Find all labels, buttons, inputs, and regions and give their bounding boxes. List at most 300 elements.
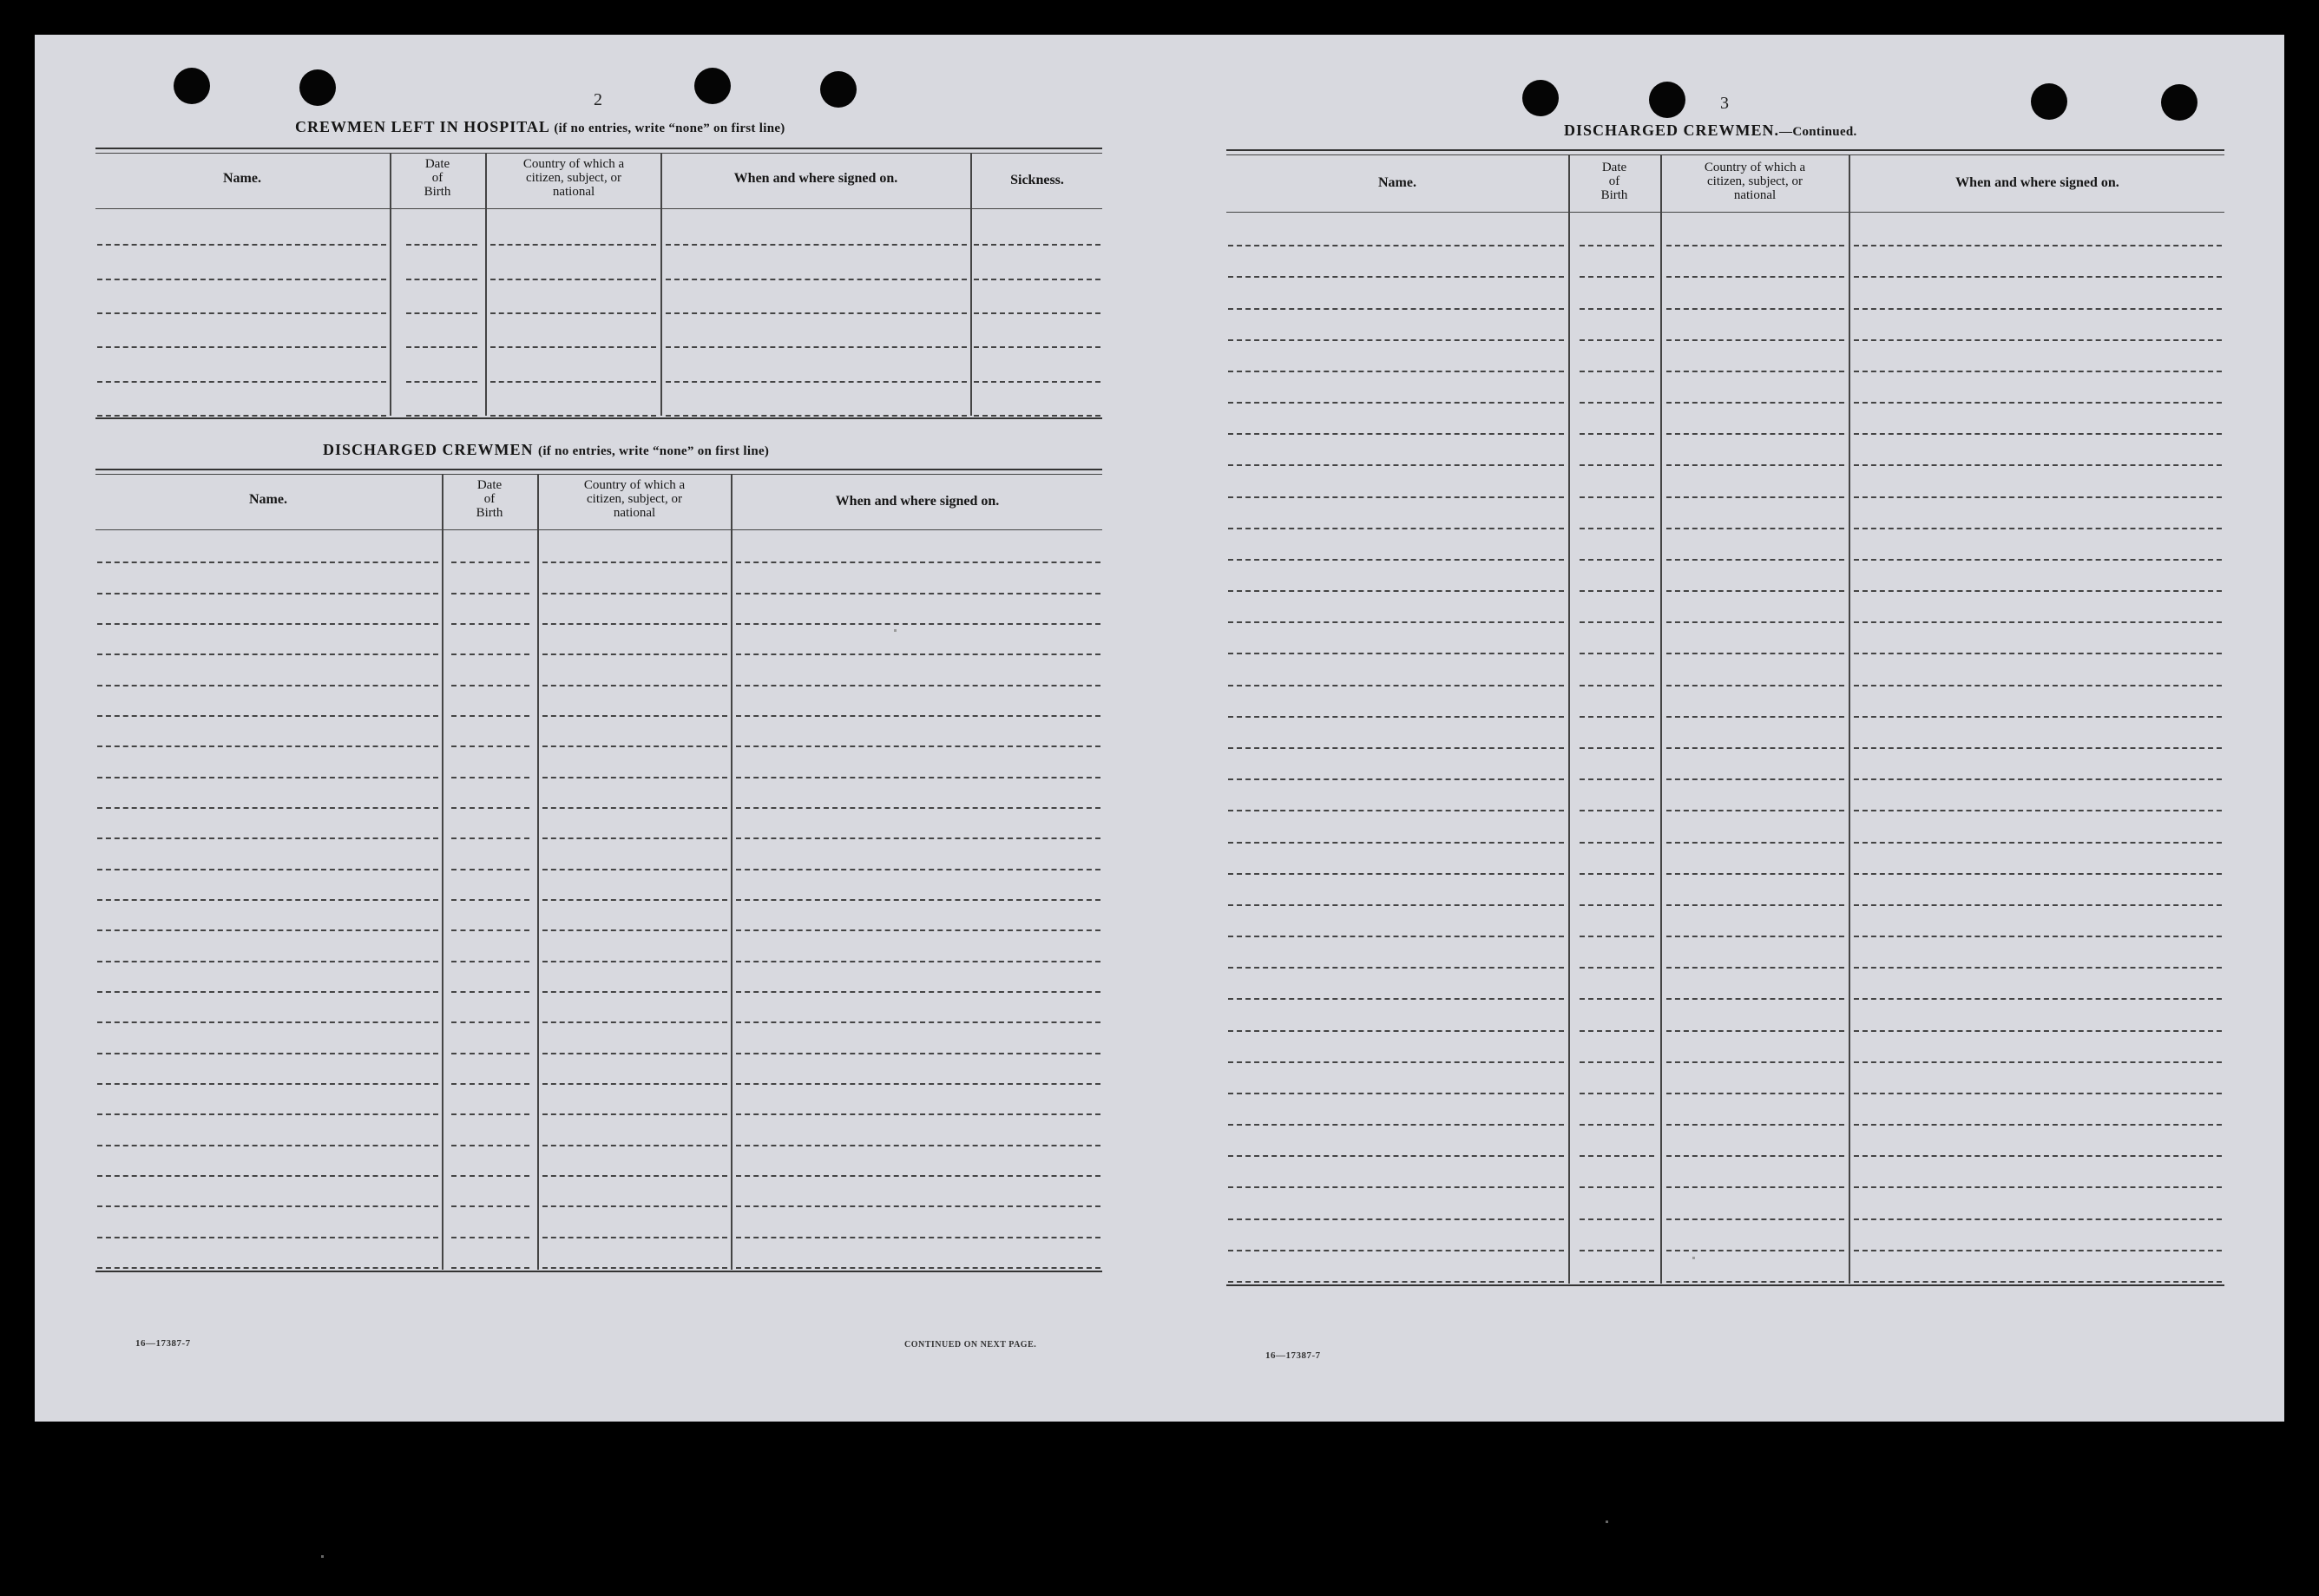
entry-line	[1666, 402, 1844, 404]
entry-line	[1666, 1030, 1844, 1032]
entry-line	[1228, 245, 1564, 246]
entry-line	[1666, 1250, 1844, 1251]
entry-line	[97, 381, 386, 383]
entry-line	[542, 777, 727, 778]
entry-line	[1854, 1061, 2222, 1063]
discharged-bottom-rule	[95, 1271, 1102, 1272]
entry-line	[97, 929, 438, 931]
entry-line	[736, 593, 1100, 594]
entry-line	[451, 1145, 529, 1146]
entry-line	[1666, 496, 1844, 498]
entry-line	[542, 1205, 727, 1207]
entry-line	[1666, 1281, 1844, 1283]
entry-line	[1854, 528, 2222, 529]
entry-line	[406, 381, 477, 383]
hospital-col-divider	[485, 154, 487, 416]
entry-line	[451, 623, 529, 625]
entry-line	[542, 562, 727, 563]
entry-line	[1666, 873, 1844, 875]
entry-line	[1580, 685, 1654, 686]
entry-line	[97, 279, 386, 280]
entry-line	[1228, 967, 1564, 969]
entry-line	[1666, 716, 1844, 718]
entry-line	[1854, 308, 2222, 310]
entry-line	[451, 685, 529, 686]
entry-line	[542, 899, 727, 901]
punch-hole	[820, 71, 857, 108]
entry-line	[1666, 1124, 1844, 1126]
discharged-instruction: (if no entries, write “none” on first line)	[538, 444, 770, 458]
entry-line	[1854, 653, 2222, 654]
entry-line	[1854, 433, 2222, 435]
entry-line	[1854, 873, 2222, 875]
entry-line	[97, 837, 438, 839]
entry-line	[974, 381, 1100, 383]
hospital-header-rule	[95, 208, 1102, 209]
entry-line	[451, 1053, 529, 1054]
entry-line	[451, 745, 529, 747]
entry-line	[1666, 276, 1844, 278]
entry-line	[1580, 1186, 1654, 1188]
entry-line	[451, 562, 529, 563]
entry-line	[1580, 967, 1654, 969]
entry-line	[1228, 621, 1564, 623]
entry-line	[97, 244, 386, 246]
entry-line	[1580, 778, 1654, 780]
entry-line	[1228, 308, 1564, 310]
entry-line	[1580, 402, 1654, 404]
entry-line	[1854, 590, 2222, 592]
entry-line	[736, 991, 1100, 993]
discharged-title-text: DISCHARGED CREWMEN	[323, 441, 534, 458]
discharged-header-rule	[95, 529, 1102, 530]
entry-line	[1854, 936, 2222, 937]
entry-line	[542, 1083, 727, 1085]
entry-line	[542, 654, 727, 655]
entry-line	[1666, 559, 1844, 561]
entry-line	[736, 777, 1100, 778]
entry-line	[1580, 653, 1654, 654]
entry-line	[1228, 1061, 1564, 1063]
entry-line	[1666, 998, 1844, 1000]
right-header-rule	[1226, 212, 2224, 213]
entry-line	[736, 1113, 1100, 1115]
entry-line	[451, 715, 529, 717]
entry-line	[974, 346, 1100, 348]
entry-line	[1228, 559, 1564, 561]
entry-line	[974, 415, 1100, 417]
entry-line	[97, 1113, 438, 1115]
entry-line	[1666, 433, 1844, 435]
entry-line	[542, 991, 727, 993]
entry-line	[1854, 559, 2222, 561]
entry-line	[406, 346, 477, 348]
discharged-country-label: Country of which a citizen, subject, or national	[583, 478, 686, 520]
entry-line	[1666, 842, 1844, 844]
entry-line	[1854, 685, 2222, 686]
entry-line	[736, 1267, 1100, 1269]
right-name-header: Name.	[1378, 175, 1416, 190]
entry-line	[542, 715, 727, 717]
entry-line	[1228, 1124, 1564, 1126]
entry-line	[736, 1145, 1100, 1146]
discharged-section-title	[323, 441, 769, 459]
entry-line	[1580, 873, 1654, 875]
entry-line	[1580, 1281, 1654, 1283]
right-dob-label: Date of Birth	[1600, 161, 1628, 202]
entry-line	[451, 837, 529, 839]
entry-line	[1854, 1218, 2222, 1220]
entry-line	[1854, 1250, 2222, 1251]
entry-line	[1228, 339, 1564, 341]
entry-line	[1580, 245, 1654, 246]
entry-line	[490, 244, 656, 246]
hospital-col-divider	[660, 154, 662, 416]
entry-line	[1580, 308, 1654, 310]
entry-line	[1580, 904, 1654, 906]
entry-line	[736, 715, 1100, 717]
entry-line	[406, 415, 477, 417]
entry-line	[1666, 685, 1844, 686]
entry-line	[97, 1021, 438, 1023]
discharged-col-divider	[731, 475, 732, 1270]
entry-line	[1666, 936, 1844, 937]
entry-line	[1228, 998, 1564, 1000]
entry-line	[666, 415, 967, 417]
entry-line	[736, 807, 1100, 809]
entry-line	[97, 899, 438, 901]
entry-line	[451, 991, 529, 993]
entry-line	[1228, 1281, 1564, 1283]
entry-line	[1580, 559, 1654, 561]
document-sheet	[35, 35, 2284, 1422]
entry-line	[451, 1083, 529, 1085]
dust-speck	[1692, 1257, 1695, 1259]
entry-line	[542, 745, 727, 747]
entry-line	[1580, 1030, 1654, 1032]
entry-line	[1854, 276, 2222, 278]
entry-line	[1228, 936, 1564, 937]
entry-line	[1666, 653, 1844, 654]
continued-note: CONTINUED ON NEXT PAGE.	[904, 1340, 1037, 1350]
right-col-divider	[1849, 155, 1850, 1284]
entry-line	[736, 1237, 1100, 1238]
entry-line	[97, 777, 438, 778]
entry-line	[1580, 936, 1654, 937]
entry-line	[736, 961, 1100, 962]
right-col-divider	[1568, 155, 1570, 1284]
entry-line	[1854, 245, 2222, 246]
entry-line	[542, 1113, 727, 1115]
punch-hole	[2161, 84, 2197, 121]
hospital-title-text: CREWMEN LEFT IN HOSPITAL	[295, 118, 549, 135]
entry-line	[1854, 747, 2222, 749]
entry-line	[490, 279, 656, 280]
entry-line	[97, 991, 438, 993]
entry-line	[406, 244, 477, 246]
entry-line	[1666, 371, 1844, 372]
entry-line	[1854, 1155, 2222, 1157]
entry-line	[1666, 810, 1844, 811]
entry-line	[736, 1053, 1100, 1054]
entry-line	[1228, 402, 1564, 404]
discharged-signed-header: When and where signed on.	[835, 494, 1000, 509]
dust-speck	[321, 1555, 324, 1558]
entry-line	[1854, 339, 2222, 341]
discharged-name-header: Name.	[249, 492, 287, 507]
entry-line	[542, 1021, 727, 1023]
entry-line	[1854, 1030, 2222, 1032]
entry-line	[490, 346, 656, 348]
entry-line	[542, 807, 727, 809]
entry-line	[451, 654, 529, 655]
entry-line	[1666, 1186, 1844, 1188]
entry-line	[542, 929, 727, 931]
entry-line	[666, 346, 967, 348]
entry-line	[1580, 590, 1654, 592]
right-country-label: Country of which a citizen, subject, or national	[1704, 161, 1806, 202]
entry-line	[736, 899, 1100, 901]
entry-line	[1228, 842, 1564, 844]
right-dob-header	[1569, 161, 1659, 202]
entry-line	[451, 593, 529, 594]
entry-line	[451, 1021, 529, 1023]
form-code: 16—17387-7	[1265, 1350, 1321, 1361]
continued-label: —Continued.	[1779, 125, 1857, 139]
discharged-dob-header	[443, 478, 536, 520]
entry-line	[736, 745, 1100, 747]
entry-line	[97, 1267, 438, 1269]
entry-line	[1666, 464, 1844, 466]
entry-line	[736, 562, 1100, 563]
entry-line	[451, 1205, 529, 1207]
entry-line	[97, 312, 386, 314]
entry-line	[542, 685, 727, 686]
discharged-col-divider	[442, 475, 443, 1270]
hospital-instruction: (if no entries, write “none” on first line)	[554, 122, 785, 135]
entry-line	[451, 899, 529, 901]
entry-line	[1666, 621, 1844, 623]
punch-hole	[1649, 82, 1685, 118]
hospital-country-header	[486, 157, 661, 199]
right-top-rule	[1226, 149, 2224, 151]
hospital-dob-label: Date of Birth	[424, 157, 451, 199]
entry-line	[1854, 1186, 2222, 1188]
discharged-country-header	[538, 478, 731, 520]
entry-line	[1580, 1218, 1654, 1220]
entry-line	[1228, 810, 1564, 811]
entry-line	[1580, 433, 1654, 435]
entry-line	[1580, 276, 1654, 278]
entry-line	[97, 1053, 438, 1054]
entry-line	[666, 312, 967, 314]
dust-speck	[894, 629, 897, 632]
entry-line	[1854, 1124, 2222, 1126]
entry-line	[1228, 778, 1564, 780]
entry-line	[490, 381, 656, 383]
entry-line	[1580, 1124, 1654, 1126]
entry-line	[1228, 747, 1564, 749]
entry-line	[451, 961, 529, 962]
hospital-country-label: Country of which a citizen, subject, or national	[522, 157, 625, 199]
entry-line	[97, 745, 438, 747]
entry-line	[1580, 998, 1654, 1000]
hospital-top-rule-2	[95, 153, 1102, 154]
entry-line	[451, 1175, 529, 1177]
entry-line	[1666, 904, 1844, 906]
hospital-signed-header: When and where signed on.	[733, 171, 898, 186]
entry-line	[97, 961, 438, 962]
right-col-divider	[1660, 155, 1662, 1284]
entry-line	[97, 593, 438, 594]
entry-line	[736, 623, 1100, 625]
entry-line	[1580, 621, 1654, 623]
entry-line	[1580, 371, 1654, 372]
entry-line	[406, 312, 477, 314]
entry-line	[1228, 1218, 1564, 1220]
entry-line	[736, 1205, 1100, 1207]
entry-line	[490, 312, 656, 314]
entry-line	[736, 837, 1100, 839]
right-top-rule-2	[1226, 154, 2224, 155]
entry-line	[542, 623, 727, 625]
entry-line	[1854, 967, 2222, 969]
entry-line	[1854, 371, 2222, 372]
right-signed-header: When and where signed on.	[1955, 175, 2119, 190]
entry-line	[974, 244, 1100, 246]
entry-line	[97, 685, 438, 686]
entry-line	[490, 415, 656, 417]
entry-line	[736, 685, 1100, 686]
entry-line	[97, 807, 438, 809]
entry-line	[736, 1175, 1100, 1177]
entry-line	[1228, 371, 1564, 372]
entry-line	[1666, 967, 1844, 969]
discharged-top-rule	[95, 469, 1102, 470]
discharged-continued-title	[1564, 122, 1857, 140]
discharged-dob-label: Date of Birth	[476, 478, 503, 520]
entry-line	[1854, 778, 2222, 780]
page-number: 3	[1720, 94, 1729, 113]
entry-line	[1580, 464, 1654, 466]
entry-line	[451, 1267, 529, 1269]
entry-line	[1580, 1250, 1654, 1251]
entry-line	[1228, 464, 1564, 466]
entry-line	[974, 312, 1100, 314]
right-country-header	[1661, 161, 1849, 202]
discharged-top-rule-2	[95, 474, 1102, 475]
entry-line	[1228, 528, 1564, 529]
entry-line	[1854, 1093, 2222, 1094]
entry-line	[736, 929, 1100, 931]
entry-line	[666, 279, 967, 280]
hospital-section-title	[295, 118, 785, 136]
entry-line	[451, 929, 529, 931]
hospital-top-rule	[95, 148, 1102, 149]
entry-line	[1854, 402, 2222, 404]
entry-line	[97, 1083, 438, 1085]
entry-line	[451, 1237, 529, 1238]
entry-line	[1580, 716, 1654, 718]
discharged-continued-title-text: DISCHARGED CREWMEN.	[1564, 122, 1780, 139]
hospital-dob-header	[391, 157, 484, 199]
punch-hole	[1522, 80, 1559, 116]
entry-line	[97, 1237, 438, 1238]
entry-line	[542, 837, 727, 839]
entry-line	[1580, 842, 1654, 844]
entry-line	[1666, 747, 1844, 749]
entry-line	[97, 869, 438, 870]
entry-line	[1228, 653, 1564, 654]
hospital-bottom-rule	[95, 417, 1102, 419]
entry-line	[542, 1267, 727, 1269]
entry-line	[1666, 528, 1844, 529]
entry-line	[97, 415, 386, 417]
entry-line	[1666, 1155, 1844, 1157]
entry-line	[1228, 1030, 1564, 1032]
entry-line	[1228, 590, 1564, 592]
punch-hole	[694, 68, 731, 104]
entry-line	[1228, 1186, 1564, 1188]
hospital-sickness-header: Sickness.	[1010, 173, 1064, 187]
entry-line	[451, 869, 529, 870]
entry-line	[542, 1237, 727, 1238]
entry-line	[97, 346, 386, 348]
hospital-col-divider	[970, 154, 972, 416]
dust-speck	[1606, 1520, 1608, 1523]
punch-hole	[299, 69, 336, 106]
entry-line	[97, 1175, 438, 1177]
entry-line	[1854, 904, 2222, 906]
punch-hole	[2031, 83, 2067, 120]
entry-line	[1228, 276, 1564, 278]
entry-line	[1854, 496, 2222, 498]
discharged-col-divider	[537, 475, 539, 1270]
entry-line	[1666, 308, 1844, 310]
entry-line	[451, 807, 529, 809]
entry-line	[666, 381, 967, 383]
entry-line	[1580, 339, 1654, 341]
entry-line	[1666, 778, 1844, 780]
entry-line	[736, 654, 1100, 655]
entry-line	[542, 1145, 727, 1146]
entry-line	[542, 961, 727, 962]
entry-line	[736, 1083, 1100, 1085]
right-bottom-rule	[1226, 1284, 2224, 1286]
entry-line	[1854, 716, 2222, 718]
entry-line	[1228, 1155, 1564, 1157]
entry-line	[1580, 810, 1654, 811]
entry-line	[736, 1021, 1100, 1023]
entry-line	[1854, 810, 2222, 811]
entry-line	[1854, 464, 2222, 466]
entry-line	[1580, 496, 1654, 498]
entry-line	[1228, 1250, 1564, 1251]
entry-line	[1580, 1061, 1654, 1063]
hospital-col-divider	[390, 154, 391, 416]
entry-line	[1666, 1093, 1844, 1094]
entry-line	[451, 1113, 529, 1115]
entry-line	[1854, 1281, 2222, 1283]
entry-line	[1580, 747, 1654, 749]
entry-line	[1228, 496, 1564, 498]
entry-line	[542, 1175, 727, 1177]
entry-line	[1666, 1218, 1844, 1220]
entry-line	[1228, 904, 1564, 906]
entry-line	[1666, 1061, 1844, 1063]
entry-line	[1580, 1155, 1654, 1157]
entry-line	[1854, 621, 2222, 623]
